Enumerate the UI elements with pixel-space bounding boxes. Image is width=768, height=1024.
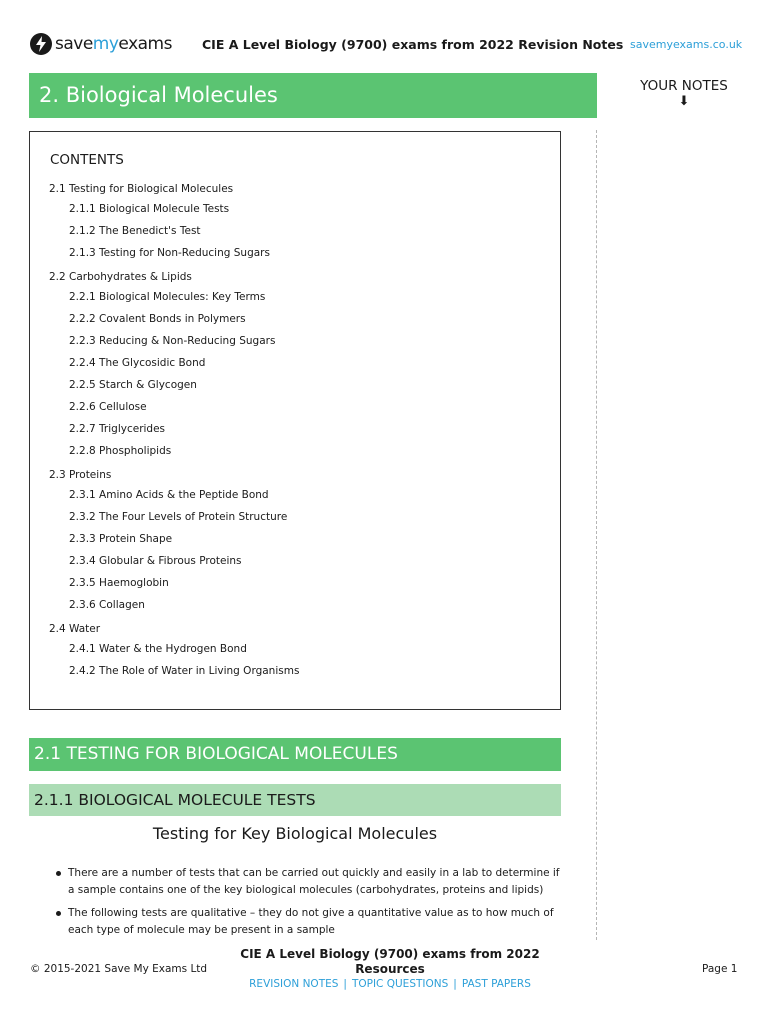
down-arrow-icon: ⬇ [678, 94, 690, 109]
contents-heading: CONTENTS [50, 152, 124, 168]
your-notes-text: YOUR NOTES [640, 78, 728, 94]
toc-subsection-link[interactable]: 2.4.2 The Role of Water in Living Organisms [69, 664, 300, 677]
toc-subsection-link[interactable]: 2.3.2 The Four Levels of Protein Structure [69, 510, 288, 523]
subsection-title: 2.1.1 BIOLOGICAL MOLECULE TESTS [34, 791, 316, 809]
toc-subsection-link[interactable]: 2.2.3 Reducing & Non-Reducing Sugars [69, 334, 276, 347]
logo-text-exams: exams [118, 34, 172, 54]
logo-text-save: save [55, 34, 93, 54]
toc-section-link[interactable]: 2.3 Proteins [49, 469, 112, 481]
section-banner [29, 738, 561, 771]
subsection-banner [29, 784, 561, 816]
toc-subsection-link[interactable]: 2.3.5 Haemoglobin [69, 576, 169, 589]
site-link[interactable]: savemyexams.co.uk [630, 38, 743, 51]
footer-title-line1: CIE A Level Biology (9700) exams from 2022 [240, 947, 540, 961]
toc-subsection-link[interactable]: 2.4.1 Water & the Hydrogen Bond [69, 642, 247, 655]
save-my-exams-logo[interactable] [30, 33, 172, 55]
toc-subsection-link[interactable]: 2.1.1 Biological Molecule Tests [69, 202, 230, 215]
bullet-list [68, 865, 560, 945]
link-separator: | [343, 978, 347, 990]
toc-subsection-link[interactable]: 2.1.3 Testing for Non-Reducing Sugars [69, 246, 270, 259]
toc-subsection-link[interactable]: 2.3.6 Collagen [69, 598, 145, 611]
toc-subsection-link[interactable]: 2.3.3 Protein Shape [69, 532, 173, 545]
chapter-banner [29, 73, 597, 118]
footer-title [230, 947, 550, 977]
section-title: 2.1 TESTING FOR BIOLOGICAL MOLECULES [34, 744, 398, 764]
toc-subsection-link[interactable]: 2.2.8 Phospholipids [69, 444, 172, 457]
toc-subsection-link[interactable]: 2.2.5 Starch & Glycogen [69, 378, 197, 391]
topic-questions-link[interactable]: TOPIC QUESTIONS [351, 978, 449, 990]
lightning-bolt-icon [30, 33, 52, 55]
toc-subsection-link[interactable]: 2.2.1 Biological Molecules: Key Terms [69, 290, 266, 303]
bullet-item: There are a number of tests that can be carried out quickly and easily in a lab to determine if a sample contains one of the key biological molecules (carbohydrates, proteins and lipids) [68, 865, 560, 899]
toc-subsection-link[interactable]: 2.2.7 Triglycerides [69, 422, 166, 435]
page-number: Page 1 [702, 963, 738, 975]
toc-subsection-link[interactable]: 2.2.2 Covalent Bonds in Polymers [69, 312, 246, 325]
toc-subsection-link[interactable]: 2.2.6 Cellulose [69, 400, 147, 413]
notes-divider [596, 130, 597, 940]
toc-subsection-link[interactable]: 2.2.4 The Glycosidic Bond [69, 356, 206, 369]
body-heading: Testing for Key Biological Molecules [152, 824, 438, 843]
toc-section-link[interactable]: 2.1 Testing for Biological Molecules [49, 183, 234, 195]
page-header [0, 0, 768, 66]
toc-subsection-link[interactable]: 2.3.4 Globular & Fibrous Proteins [69, 554, 242, 567]
link-separator: | [453, 978, 457, 990]
copyright-text: © 2015-2021 Save My Exams Ltd [30, 963, 208, 975]
revision-notes-link[interactable]: REVISION NOTES [249, 978, 339, 990]
logo-text-my: my [92, 34, 119, 54]
document-title: CIE A Level Biology (9700) exams from 2022 Revision Notes [202, 37, 624, 52]
contents-box [29, 131, 561, 710]
toc-section-link[interactable]: 2.2 Carbohydrates & Lipids [49, 271, 192, 283]
toc-subsection-link[interactable]: 2.3.1 Amino Acids & the Peptide Bond [69, 488, 269, 501]
footer-title-line2: Resources [355, 962, 425, 976]
toc-subsection-link[interactable]: 2.1.2 The Benedict's Test [69, 224, 201, 237]
bullet-item: The following tests are qualitative – they do not give a quantitative value as to how much of each type of molecule may be present in a sample [68, 905, 560, 939]
logo-text [55, 34, 172, 54]
toc-section-link[interactable]: 2.4 Water [49, 623, 101, 635]
chapter-title: 2. Biological Molecules [39, 83, 278, 107]
past-papers-link[interactable]: PAST PAPERS [461, 978, 531, 990]
your-notes-label [624, 78, 744, 109]
footer-links [230, 978, 550, 990]
